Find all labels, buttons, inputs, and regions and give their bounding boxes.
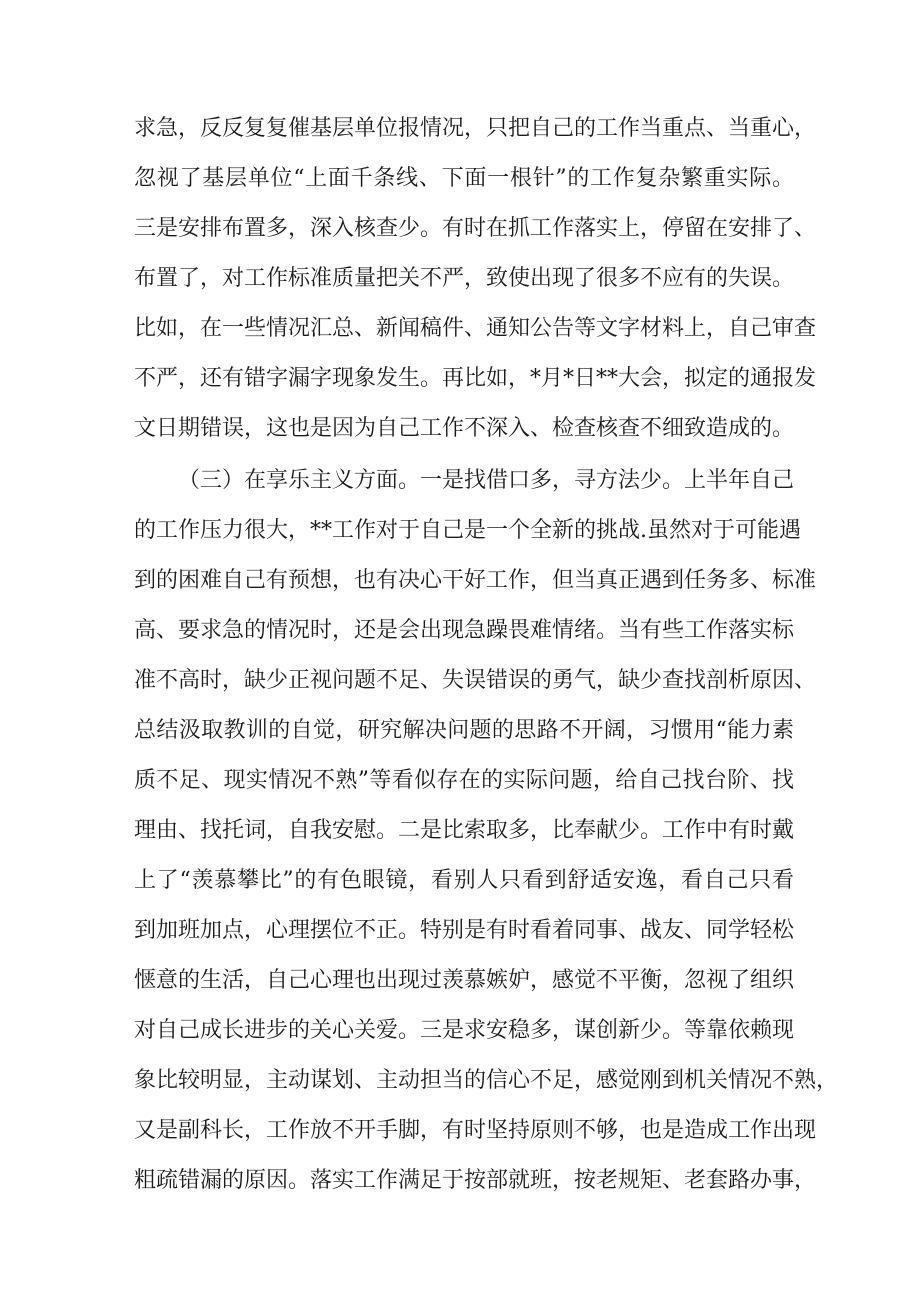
text-line: 到的困难自己有预想，也有决心干好工作，但当真正遇到任务多、标准 (134, 568, 817, 593)
section-heading-line: （三）在享乐主义方面。一是找借口多，寻方法少。上半年自己 (178, 468, 795, 493)
text-line: 对自己成长进步的关心关爱。三是求安稳多，谋创新少。等靠依赖现 (134, 1018, 795, 1043)
text-line: 布置了，对工作标准质量把关不严，致使出现了很多不应有的失误。 (134, 266, 795, 291)
text-line: 总结汲取教训的自觉，研究解决问题的思路不开阔，习惯用“能力素 (134, 718, 794, 743)
text-line: 质不足、现实情况不熟”等看似存在的实际问题，给自己找台阶、找 (134, 768, 794, 793)
text-line: 到加班加点，心理摆位不正。特别是有时看着同事、战友、同学轻松 (134, 918, 795, 943)
text-line: 忽视了基层单位“上面千条线、下面一根针”的工作复杂繁重实际。 (134, 166, 794, 191)
text-line: 惬意的生活，自己心理也出现过羡慕嫉妒，感觉不平衡，忽视了组织 (134, 968, 795, 993)
text-line: 不严，还有错字漏字现象发生。再比如，*月*日**大会，拟定的通报发 (134, 366, 817, 391)
text-line: 象比较明显，主动谋划、主动担当的信心不足，感觉刚到机关情况不熟， (134, 1068, 839, 1093)
text-line: 求急，反反复复催基层单位报情况，只把自己的工作当重点、当重心， (134, 116, 817, 141)
text-line: 上了“羡慕攀比”的有色眼镜，看别人只看到舒适安逸，看自己只看 (134, 868, 794, 893)
text-line: 理由、找托词，自我安慰。二是比索取多，比奉献少。工作中有时戴 (134, 818, 795, 843)
text-line: 文日期错误，这也是因为自己工作不深入、检查核查不细致造成的。 (134, 416, 795, 441)
text-line: 比如，在一些情况汇总、新闻稿件、通知公告等文字材料上，自己审查 (134, 316, 817, 341)
text-line: 准不高时，缺少正视问题不足、失误错误的勇气，缺少查找剖析原因、 (134, 668, 817, 693)
text-line: 高、要求急的情况时，还是会出现急躁畏难情绪。当有些工作落实标 (134, 618, 795, 643)
text-line: 又是副科长，工作放不开手脚，有时坚持原则不够，也是造成工作出现 (134, 1118, 817, 1143)
text-line: 的工作压力很大，**工作对于自己是一个全新的挑战.虽然对于可能遇 (134, 518, 801, 543)
text-line: 粗疏错漏的原因。落实工作满足于按部就班，按老规矩、老套路办事， (134, 1168, 817, 1193)
text-line: 三是安排布置多，深入核查少。有时在抓工作落实上，停留在安排了、 (134, 216, 817, 241)
